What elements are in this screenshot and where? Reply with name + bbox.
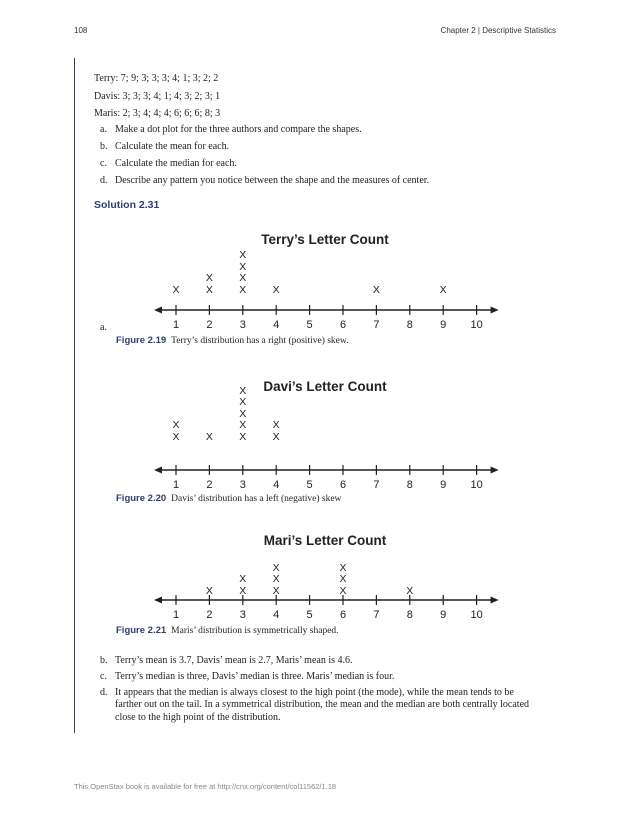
- tick-label: 3: [239, 479, 246, 491]
- tick-label: 5: [306, 319, 313, 331]
- answer-c: [100, 671, 540, 683]
- tick-label: 8: [406, 609, 413, 621]
- x-marker: X: [272, 419, 280, 431]
- chart-title-davi: Davi’s Letter Count: [263, 379, 387, 394]
- tick-label: 7: [373, 319, 380, 331]
- x-marker: X: [339, 584, 347, 597]
- tick-label: 1: [172, 609, 180, 621]
- tick-label: 4: [273, 609, 280, 621]
- chart-title-terry: Terry’s Letter Count: [261, 232, 389, 247]
- question-d: [100, 175, 540, 187]
- x-marker: X: [239, 249, 247, 261]
- caption-text: Maris’ distribution is symmetrically shaped.: [171, 626, 339, 636]
- question-letter: d.: [100, 175, 108, 186]
- page-number: 108: [74, 26, 88, 35]
- question-text: Describe any pattern you notice between the shape and the measures of center.: [115, 175, 430, 186]
- figure-caption-2-19: [116, 335, 349, 346]
- x-marker: X: [272, 430, 280, 443]
- left-margin-rule: [74, 58, 75, 733]
- tick-label: 10: [470, 319, 483, 331]
- x-marker: X: [239, 272, 247, 284]
- left-arrowhead: [154, 597, 162, 604]
- x-marker: X: [339, 561, 347, 574]
- x-marker: X: [205, 272, 213, 284]
- tick-label: 8: [406, 479, 413, 491]
- left-arrowhead: [154, 307, 162, 314]
- tick-label: 10: [470, 479, 483, 491]
- caption-text: Terry’s distribution has a right (positive) skew.: [171, 336, 349, 346]
- x-marker: X: [272, 573, 280, 585]
- x-marker: X: [205, 283, 213, 296]
- chart-title-mari: Mari’s Letter Count: [263, 533, 387, 548]
- question-a: [100, 124, 540, 136]
- number-line-mari: [0, 590, 630, 630]
- chapter-header: Chapter 2 | Descriptive Statistics: [440, 26, 556, 35]
- x-marker: X: [272, 283, 280, 296]
- answer-letter: d.: [100, 687, 108, 698]
- tick-label: 1: [172, 319, 180, 331]
- x-marker: X: [339, 573, 347, 585]
- answer-text: It appears that the median is always closest to the high point (the mode), while the mean tends to be farther out on the tail. In a symmetrical distribution, the mean and the median are both centrally located close to the high point of the distribution.: [115, 687, 530, 723]
- tick-label: 9: [440, 609, 447, 621]
- data-line-terry: Terry: 7; 9; 3; 3; 3; 4; 1; 3; 2; 2: [94, 73, 219, 84]
- tick-label: 5: [306, 479, 313, 491]
- answer-letter: b.: [100, 655, 108, 666]
- tick-label: 3: [239, 609, 246, 621]
- data-line-davis: Davis: 3; 3; 3; 4; 1; 4; 3; 2; 3; 1: [94, 91, 221, 102]
- tick-label: 3: [239, 319, 246, 331]
- tick-label: 2: [206, 319, 213, 331]
- figure-label: Figure 2.21: [116, 625, 167, 636]
- x-marker: X: [239, 584, 247, 597]
- tick-label: 9: [440, 479, 447, 491]
- x-marker: X: [239, 419, 247, 431]
- question-letter: b.: [100, 141, 108, 152]
- tick-label: 6: [339, 479, 347, 491]
- tick-label: 5: [306, 609, 313, 621]
- tick-label: 4: [273, 479, 280, 491]
- x-marker: X: [239, 283, 247, 296]
- tick-label: 6: [339, 319, 347, 331]
- tick-label: 1: [172, 479, 180, 491]
- answer-d: [100, 687, 540, 724]
- question-letter: c.: [100, 158, 107, 169]
- caption-text: Davis’ distribution has a left (negative) skew: [171, 494, 342, 504]
- tick-label: 2: [206, 609, 213, 621]
- x-marker: X: [172, 419, 180, 431]
- question-c: [100, 158, 540, 170]
- figure-label: Figure 2.20: [116, 493, 167, 504]
- x-marker: X: [272, 584, 280, 597]
- x-marker: X: [239, 430, 247, 443]
- tick-label: 7: [373, 609, 380, 621]
- tick-label: 7: [373, 479, 380, 491]
- x-marker: X: [239, 260, 247, 273]
- tick-label: 9: [440, 319, 447, 331]
- tick-label: 2: [206, 479, 213, 491]
- figure-caption-2-21: [116, 625, 339, 636]
- figure-caption-2-20: [116, 493, 341, 504]
- right-arrowhead: [491, 467, 499, 474]
- answer-b: [100, 655, 540, 667]
- x-marker: X: [239, 396, 247, 408]
- x-marker: X: [205, 584, 213, 597]
- x-marker: X: [205, 430, 213, 443]
- tick-label: 8: [406, 319, 413, 331]
- x-marker: X: [372, 283, 380, 296]
- answer-text: Terry’s mean is 3.7, Davis’ mean is 2.7, Maris’ mean is 4.6.: [115, 655, 353, 666]
- question-text: Make a dot plot for the three authors and compare the shapes.: [115, 124, 362, 135]
- x-marker: X: [439, 283, 447, 296]
- x-marker: X: [239, 407, 247, 420]
- question-b: [100, 141, 540, 153]
- data-line-maris: Maris: 2; 3; 4; 4; 4; 6; 6; 6; 8; 3: [94, 108, 221, 119]
- footer-note: This OpenStax book is available for free at http://cnx.org/content/col11562/1.18: [74, 782, 337, 791]
- x-marker: X: [272, 561, 280, 574]
- question-text: Calculate the mean for each.: [115, 141, 230, 152]
- x-marker: X: [172, 283, 180, 296]
- question-text: Calculate the median for each.: [115, 158, 237, 169]
- answer-letter: c.: [100, 671, 107, 682]
- tick-label: 6: [339, 609, 347, 621]
- x-marker: X: [239, 384, 247, 397]
- dot-plot-terry: [150, 249, 505, 296]
- tick-label: 10: [470, 609, 483, 621]
- figure-label: Figure 2.19: [116, 335, 167, 346]
- number-line-terry: [0, 300, 630, 340]
- tick-label: 4: [273, 319, 280, 331]
- left-arrowhead: [154, 467, 162, 474]
- right-arrowhead: [491, 597, 499, 604]
- x-marker: X: [172, 430, 180, 443]
- right-arrowhead: [491, 307, 499, 314]
- x-marker: X: [239, 573, 247, 585]
- answer-text: Terry’s median is three, Davis’ median is three. Maris’ median is four.: [115, 671, 395, 682]
- x-marker: X: [406, 584, 414, 597]
- question-letter: a.: [100, 124, 107, 135]
- part-a-label: a.: [100, 322, 107, 333]
- solution-heading: Solution 2.31: [94, 199, 160, 211]
